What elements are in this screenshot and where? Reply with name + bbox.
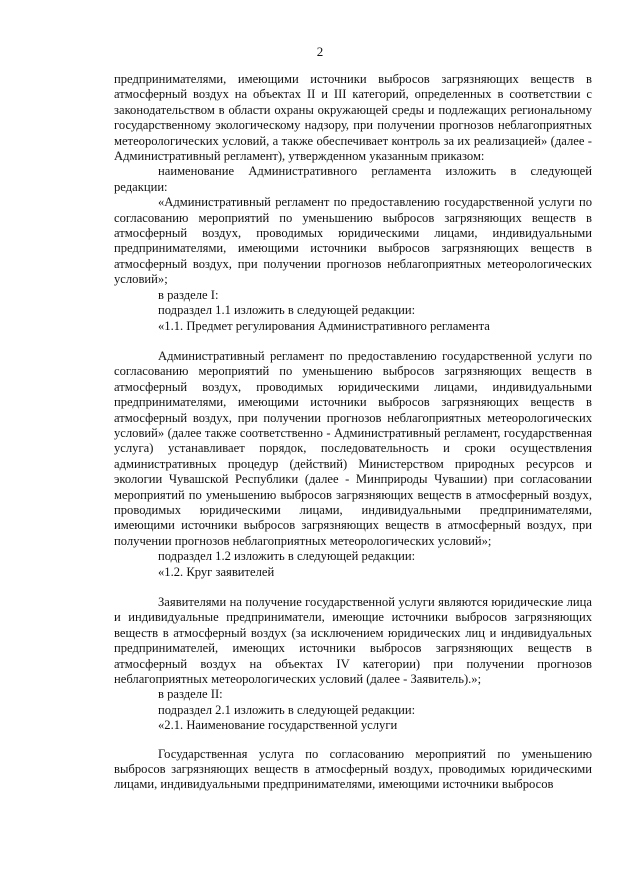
paragraph: Государственная услуга по согласованию мероприятий по уменьшению выбросов загрязняющих веществ в атмосферный воздух, проводимых юридическими лицами, индивидуальными предпринимателями, имеющими источники выбросов <box>114 746 592 792</box>
section-heading: «1.1. Предмет регулирования Административного регламента <box>158 318 490 333</box>
paragraph: подраздел 1.2 изложить в следующей редакции: <box>158 549 416 564</box>
paragraph: в разделе I: <box>158 287 219 302</box>
paragraph: предпринимателями, имеющими источники выбросов загрязняющих веществ в атмосферный воздух на объектах II и III категорий, определенных в соответствии с законодательством в области охраны окружающей среды и подлежащих региональному государственному экологическому надзору, при получении прогнозов неблагоприятных метеорологических условий, а также обеспечивает контроль за их реализацией» (далее - Административный регламент), утвержденном указанным приказом: <box>114 72 592 164</box>
paragraph: подраздел 1.1 изложить в следующей редакции: <box>158 303 416 318</box>
page-number: 2 <box>316 44 324 59</box>
paragraph: «Административный регламент по предоставлению государственной услуги по согласованию мероприятий по уменьшению выбросов загрязняющих веществ в атмосферный воздух, проводимых юридическими лицами, индивидуальными предпринимателями, имеющими источники выбросов загрязняющих веществ в атмосферный воздух, при получении прогнозов неблагоприятных метеорологических условий»; <box>114 195 592 287</box>
paragraph: подраздел 2.1 изложить в следующей редакции: <box>158 702 416 717</box>
paragraph: Административный регламент по предоставлению государственной услуги по согласованию мероприятий по уменьшению выбросов загрязняющих веществ в атмосферный воздух, проводимых юридическими лицами, индивидуальными предпринимателями, имеющими источники выбросов загрязняющих веществ в атмосферный воздух, при получении прогнозов неблагоприятных метеорологических условий» (далее также соответственно - Административный регламент, государственная услуга) устанавливает порядок, последовательность и сроки осуществления административных процедур (действий) Министерством природных ресурсов и экологии Чувашской Республики (далее - Минприроды Чувашии) при согласовании мероприятий по уменьшению выбросов загрязняющих веществ в атмосферный воздух, проводимых юридическими лицами, индивидуальными предпринимателями, имеющими источники выбросов загрязняющих веществ в атмосферный воздух, при получении прогнозов неблагоприятных метеорологических условий»; <box>114 348 592 548</box>
paragraph: в разделе II: <box>158 687 223 702</box>
paragraph: наименование Административного регламента изложить в следующей редакции: <box>114 164 592 194</box>
document-body <box>114 72 592 793</box>
section-heading: «1.2. Круг заявителей <box>158 564 275 579</box>
paragraph: Заявителями на получение государственной услуги являются юридические лица и индивидуальные предприниматели, имеющие источники выбросов загрязняющих веществ в атмосферный воздух (за исключением юридических лиц и индивидуальных предпринимателей, имеющих источники выбросов загрязняющих веществ в атмосферный воздух на объектах IV категории) при получении прогнозов неблагоприятных метеорологических условий (далее - Заявитель).»; <box>114 595 592 687</box>
section-heading: «2.1. Наименование государственной услуги <box>158 718 398 733</box>
